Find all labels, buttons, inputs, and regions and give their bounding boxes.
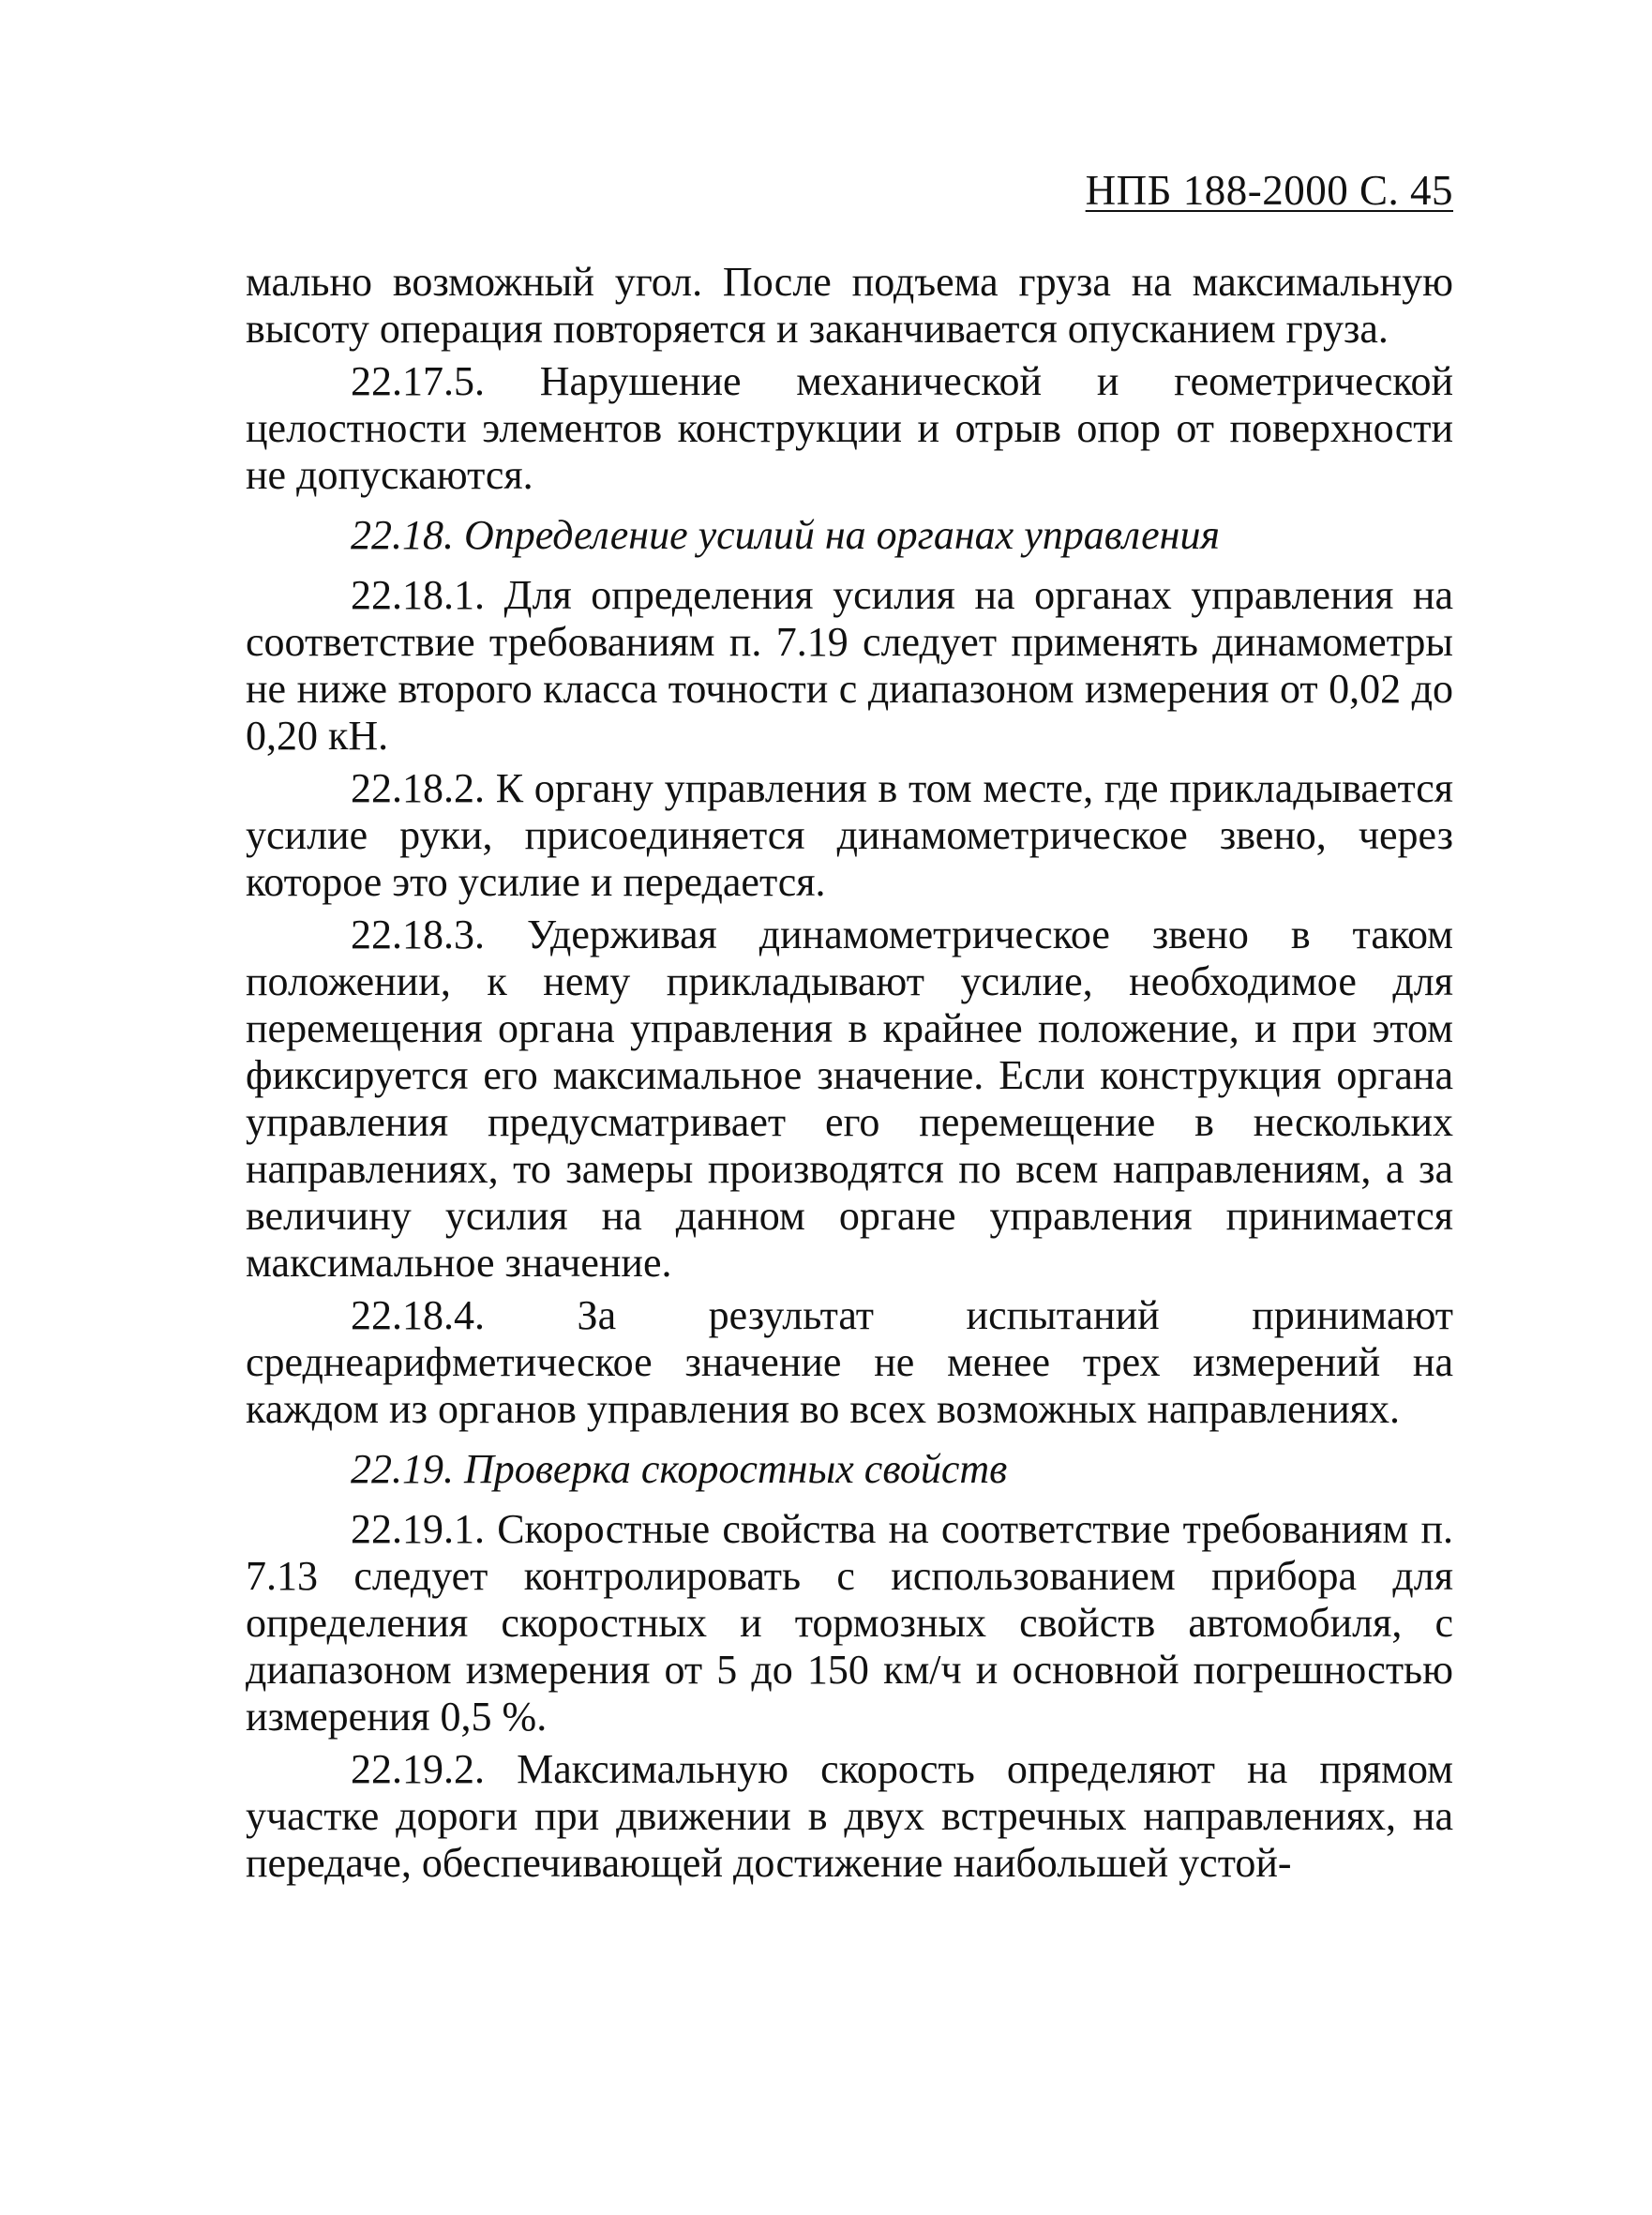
- section-title-22-19: 22.19. Проверка скоростных свойств: [351, 1446, 1008, 1492]
- paragraph-22-18-3: 22.18.3. Удерживая динамометрическое звено в таком положении, к нему прикладывают усилие, необходимое для перемещения органа управления в крайнее положение, и при этом фиксируется его максимальное значение. Если конструкция органа управления предусматривает его перемещение в нескольких направлениях, то замеры производятся по всем направлениям, а за величину усилия на данном органе управления принимается максимальное значение.: [246, 912, 1453, 1286]
- paragraph-22-18-2: 22.18.2. К органу управления в том месте, где прикладывается усилие руки, присоединяется динамометрическое звено, через которое это усилие и передается.: [246, 765, 1453, 905]
- paragraph-22-19-1: 22.19.1. Скоростные свойства на соответствие требованиям п. 7.13 следует контролировать с использованием прибора для определения скоростных и тормозных свойств автомобиля, с диапазоном измерения от 5 до 150 км/ч и основной погрешностью измерения 0,5 %.: [246, 1506, 1453, 1740]
- page-body: [246, 259, 1453, 1892]
- paragraph-22-18-4: 22.18.4. За результат испытаний принимают среднеарифметическое значение не менее трех измерений на каждом из органов управления во всех возможных направлениях.: [246, 1292, 1453, 1432]
- paragraph-22-18-1: 22.18.1. Для определения усилия на органах управления на соответствие требованиям п. 7.19 следует применять динамометры не ниже второго класса точности с диапазоном измерения от 0,02 до 0,20 кН.: [246, 572, 1453, 759]
- page-header: НПБ 188-2000 С. 45: [1085, 167, 1453, 214]
- paragraph-22-17-5: 22.17.5. Нарушение механической и геометрической целостности элементов конструкции и отрыв опор от поверхности не допускаются.: [246, 358, 1453, 498]
- continued-paragraph: мально возможный угол. После подъема груза на максимальную высоту операция повторяется и заканчивается опусканием груза.: [246, 259, 1453, 352]
- paragraph-22-19-2: 22.19.2. Максимальную скорость определяют на прямом участке дороги при движении в двух встречных направлениях, на передаче, обеспечивающей достижение наибольшей устой-: [246, 1746, 1453, 1886]
- section-title-22-18: 22.18. Определение усилий на органах управления: [351, 512, 1220, 558]
